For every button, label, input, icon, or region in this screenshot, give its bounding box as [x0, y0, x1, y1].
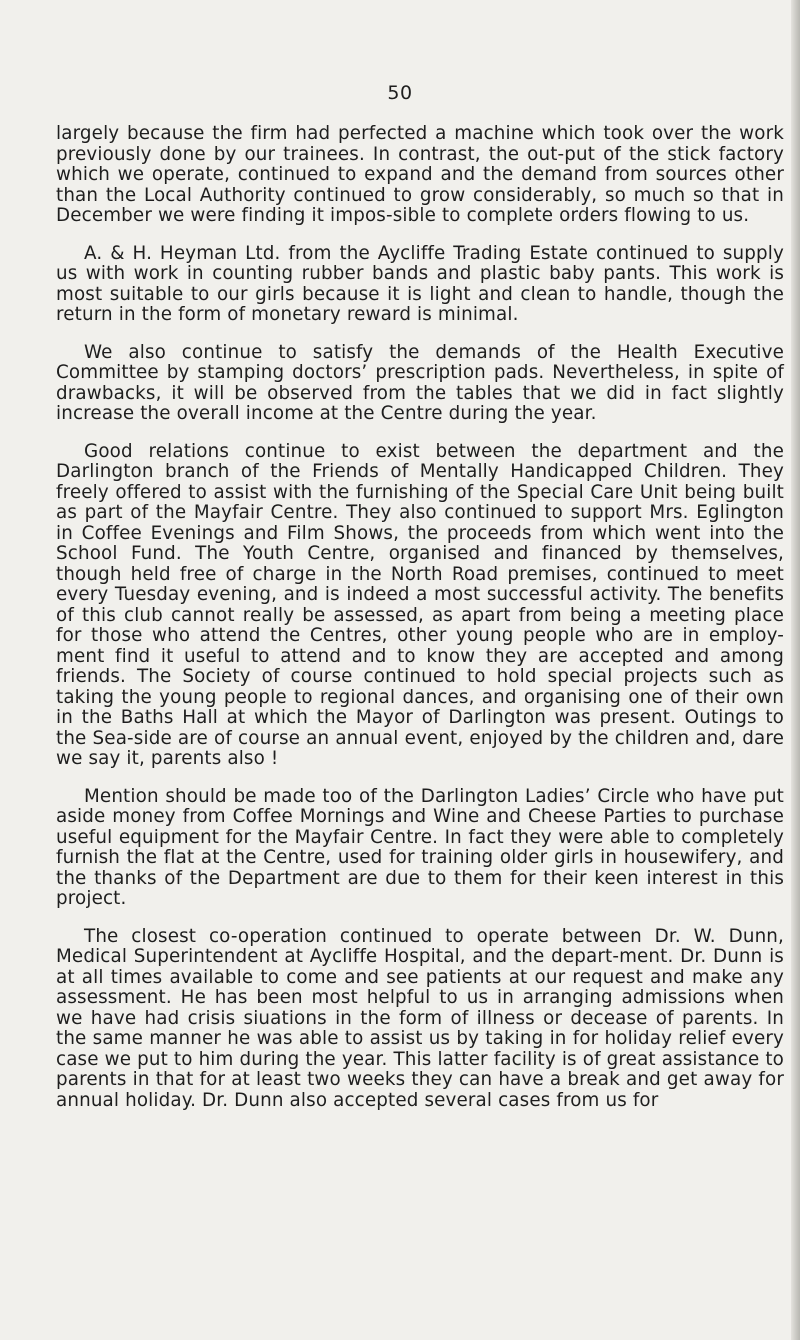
paragraph-heyman-ltd: A. & H. Heyman Ltd. from the Aycliffe Trading Estate continued to supply us with work in counting rubber bands and plastic baby pants. This work is most suitable to our girls because it is light and clean to handle, though the return in the form of monetary reward is minimal. [56, 242, 784, 325]
paragraph-machine-work: largely because the firm had perfected a machine which took over the work previously done by our trainees. In contrast, the out-put of the stick factory which we operate, continued to expand and the demand from sources other than the Local Authority continued to grow considerably, so much so that in December we were finding it impos-sible to complete orders flowing to us. [56, 123, 784, 226]
paragraph-dr-dunn: The closest co-operation continued to operate between Dr. W. Dunn, Medical Superintendent at Aycliffe Hospital, and the depart-ment. Dr. Dunn is at all times available to come and see patients at our request and make any assessment. He has been most helpful to us in arranging admissions when we have had crisis siuations in the form of illness or decease of parents. In the same manner he was able to assist us by taking in for holiday relief every case we put to him during the year. This latter facility is of great assistance to parents in that for at least two weeks they can have a break and get away for annual holiday. Dr. Dunn also accepted several cases from us for [56, 925, 784, 1111]
page-edge-shadow [791, 0, 800, 1340]
page-number: 50 [387, 82, 413, 104]
body-text [56, 124, 784, 1128]
paragraph-ladies-circle: Mention should be made too of the Darlington Ladies’ Circle who have put aside money from Coffee Mornings and Wine and Cheese Parties to purchase useful equipment for the Mayfair Centre. In fact they were able to completely furnish the flat at the Centre, used for training older girls in housewifery, and the thanks of the Department are due to them for their keen interest in this project. [56, 785, 784, 909]
paragraph-friends-society: Good relations continue to exist between the department and the Darlington branch of the Friends of Mentally Handicapped Children. They freely offered to assist with the furnishing of the Special Care Unit being built as part of the Mayfair Centre. They also continued to support Mrs. Eglington in Coffee Evenings and Film Shows, the proceeds from which went into the School Fund. The Youth Centre, organised and financed by themselves, though held free of charge in the North Road premises, continued to meet every Tuesday evening, and is indeed a most successful activity. The benefits of this club cannot really be assessed, as apart from being a meeting place for those who attend the Centres, other young people who are in employ-ment find it useful to attend and to know they are accepted and among friends. The Society of course continued to hold special projects such as taking the young people to regional dances, and organising one of their own in the Baths Hall at which the Mayor of Darlington was present. Outings to the Sea-side are of course an annual event, enjoyed by the children and, dare we say it, parents also ! [56, 440, 784, 769]
paragraph-health-executive: We also continue to satisfy the demands of the Health Executive Committee by stamping doctors’ prescription pads. Nevertheless, in spite of drawbacks, it will be observed from the tables that we did in fact slightly increase the overall income at the Centre during the year. [56, 341, 784, 424]
